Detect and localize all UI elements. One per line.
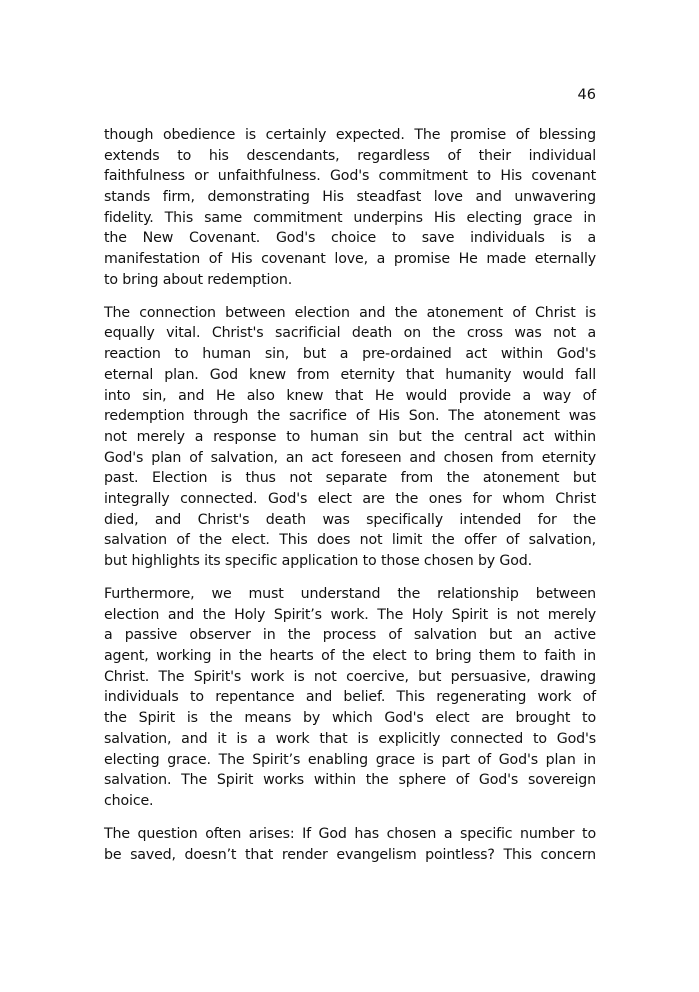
- text-line: to bring about redemption.: [104, 271, 293, 288]
- text-line: salvation, and it is a work that is explicitly connected to God's: [104, 730, 596, 747]
- text-line: died, and Christ's death was specifically intended for the: [104, 511, 596, 528]
- page-body: [104, 125, 596, 878]
- text-line: individuals to repentance and belief. This regenerating work of: [104, 689, 596, 706]
- text-line: election and the Holy Spirit’s work. The Holy Spirit is not merely: [104, 606, 596, 623]
- paragraph: [104, 584, 596, 812]
- text-line: though obedience is certainly expected. The promise of blessing: [104, 127, 596, 143]
- text-line: reaction to human sin, but a pre-ordained act within God's: [104, 346, 596, 363]
- text-line: the Spirit is the means by which God's elect are brought to: [104, 710, 596, 727]
- text-line: manifestation of His covenant love, a promise He made eternally: [104, 251, 596, 268]
- text-line: not merely a response to human sin but the central act within: [104, 428, 596, 445]
- text-line: past. Election is thus not separate from the atonement but: [104, 470, 596, 487]
- text-line: equally vital. Christ's sacrificial death on the cross was not a: [104, 325, 596, 342]
- page-number: 46: [577, 87, 596, 103]
- text-line: The question often arises: If God has chosen a specific number to: [104, 825, 596, 842]
- text-line: Christ. The Spirit's work is not coercive, but persuasive, drawing: [104, 668, 596, 685]
- text-line: eternal plan. God knew from eternity that humanity would fall: [104, 366, 596, 383]
- paragraph: [104, 303, 596, 572]
- text-line: God's plan of salvation, an act foreseen and chosen from eternity: [104, 449, 596, 466]
- text-line: choice.: [104, 792, 154, 809]
- text-line: stands firm, demonstrating His steadfast love and unwavering: [104, 189, 596, 206]
- text-line: extends to his descendants, regardless of their individual: [104, 147, 596, 164]
- text-line: a passive observer in the process of salvation but an active: [104, 627, 596, 644]
- text-line: integrally connected. God's elect are the ones for whom Christ: [104, 490, 596, 507]
- text-line: redemption through the sacrifice of His Son. The atonement was: [104, 408, 596, 425]
- text-line: into sin, and He also knew that He would provide a way of: [104, 387, 596, 404]
- paragraph: [104, 824, 596, 865]
- text-line: be saved, doesn’t that render evangelism pointless? This concern: [104, 846, 596, 863]
- text-line: Furthermore, we must understand the relationship between: [104, 586, 596, 603]
- paragraph: [104, 125, 596, 291]
- text-line: salvation. The Spirit works within the sphere of God's sovereign: [104, 772, 596, 789]
- text-line: The connection between election and the atonement of Christ is: [104, 304, 596, 321]
- text-line: faithfulness or unfaithfulness. God's commitment to His covenant: [104, 168, 596, 185]
- text-line: the New Covenant. God's choice to save individuals is a: [104, 230, 596, 247]
- text-line: electing grace. The Spirit’s enabling grace is part of God's plan in: [104, 751, 596, 768]
- text-line: salvation of the elect. This does not limit the offer of salvation,: [104, 532, 596, 549]
- text-line: agent, working in the hearts of the elect to bring them to faith in: [104, 648, 596, 665]
- text-line: but highlights its specific application to those chosen by God.: [104, 553, 533, 570]
- text-line: fidelity. This same commitment underpins His electing grace in: [104, 209, 596, 226]
